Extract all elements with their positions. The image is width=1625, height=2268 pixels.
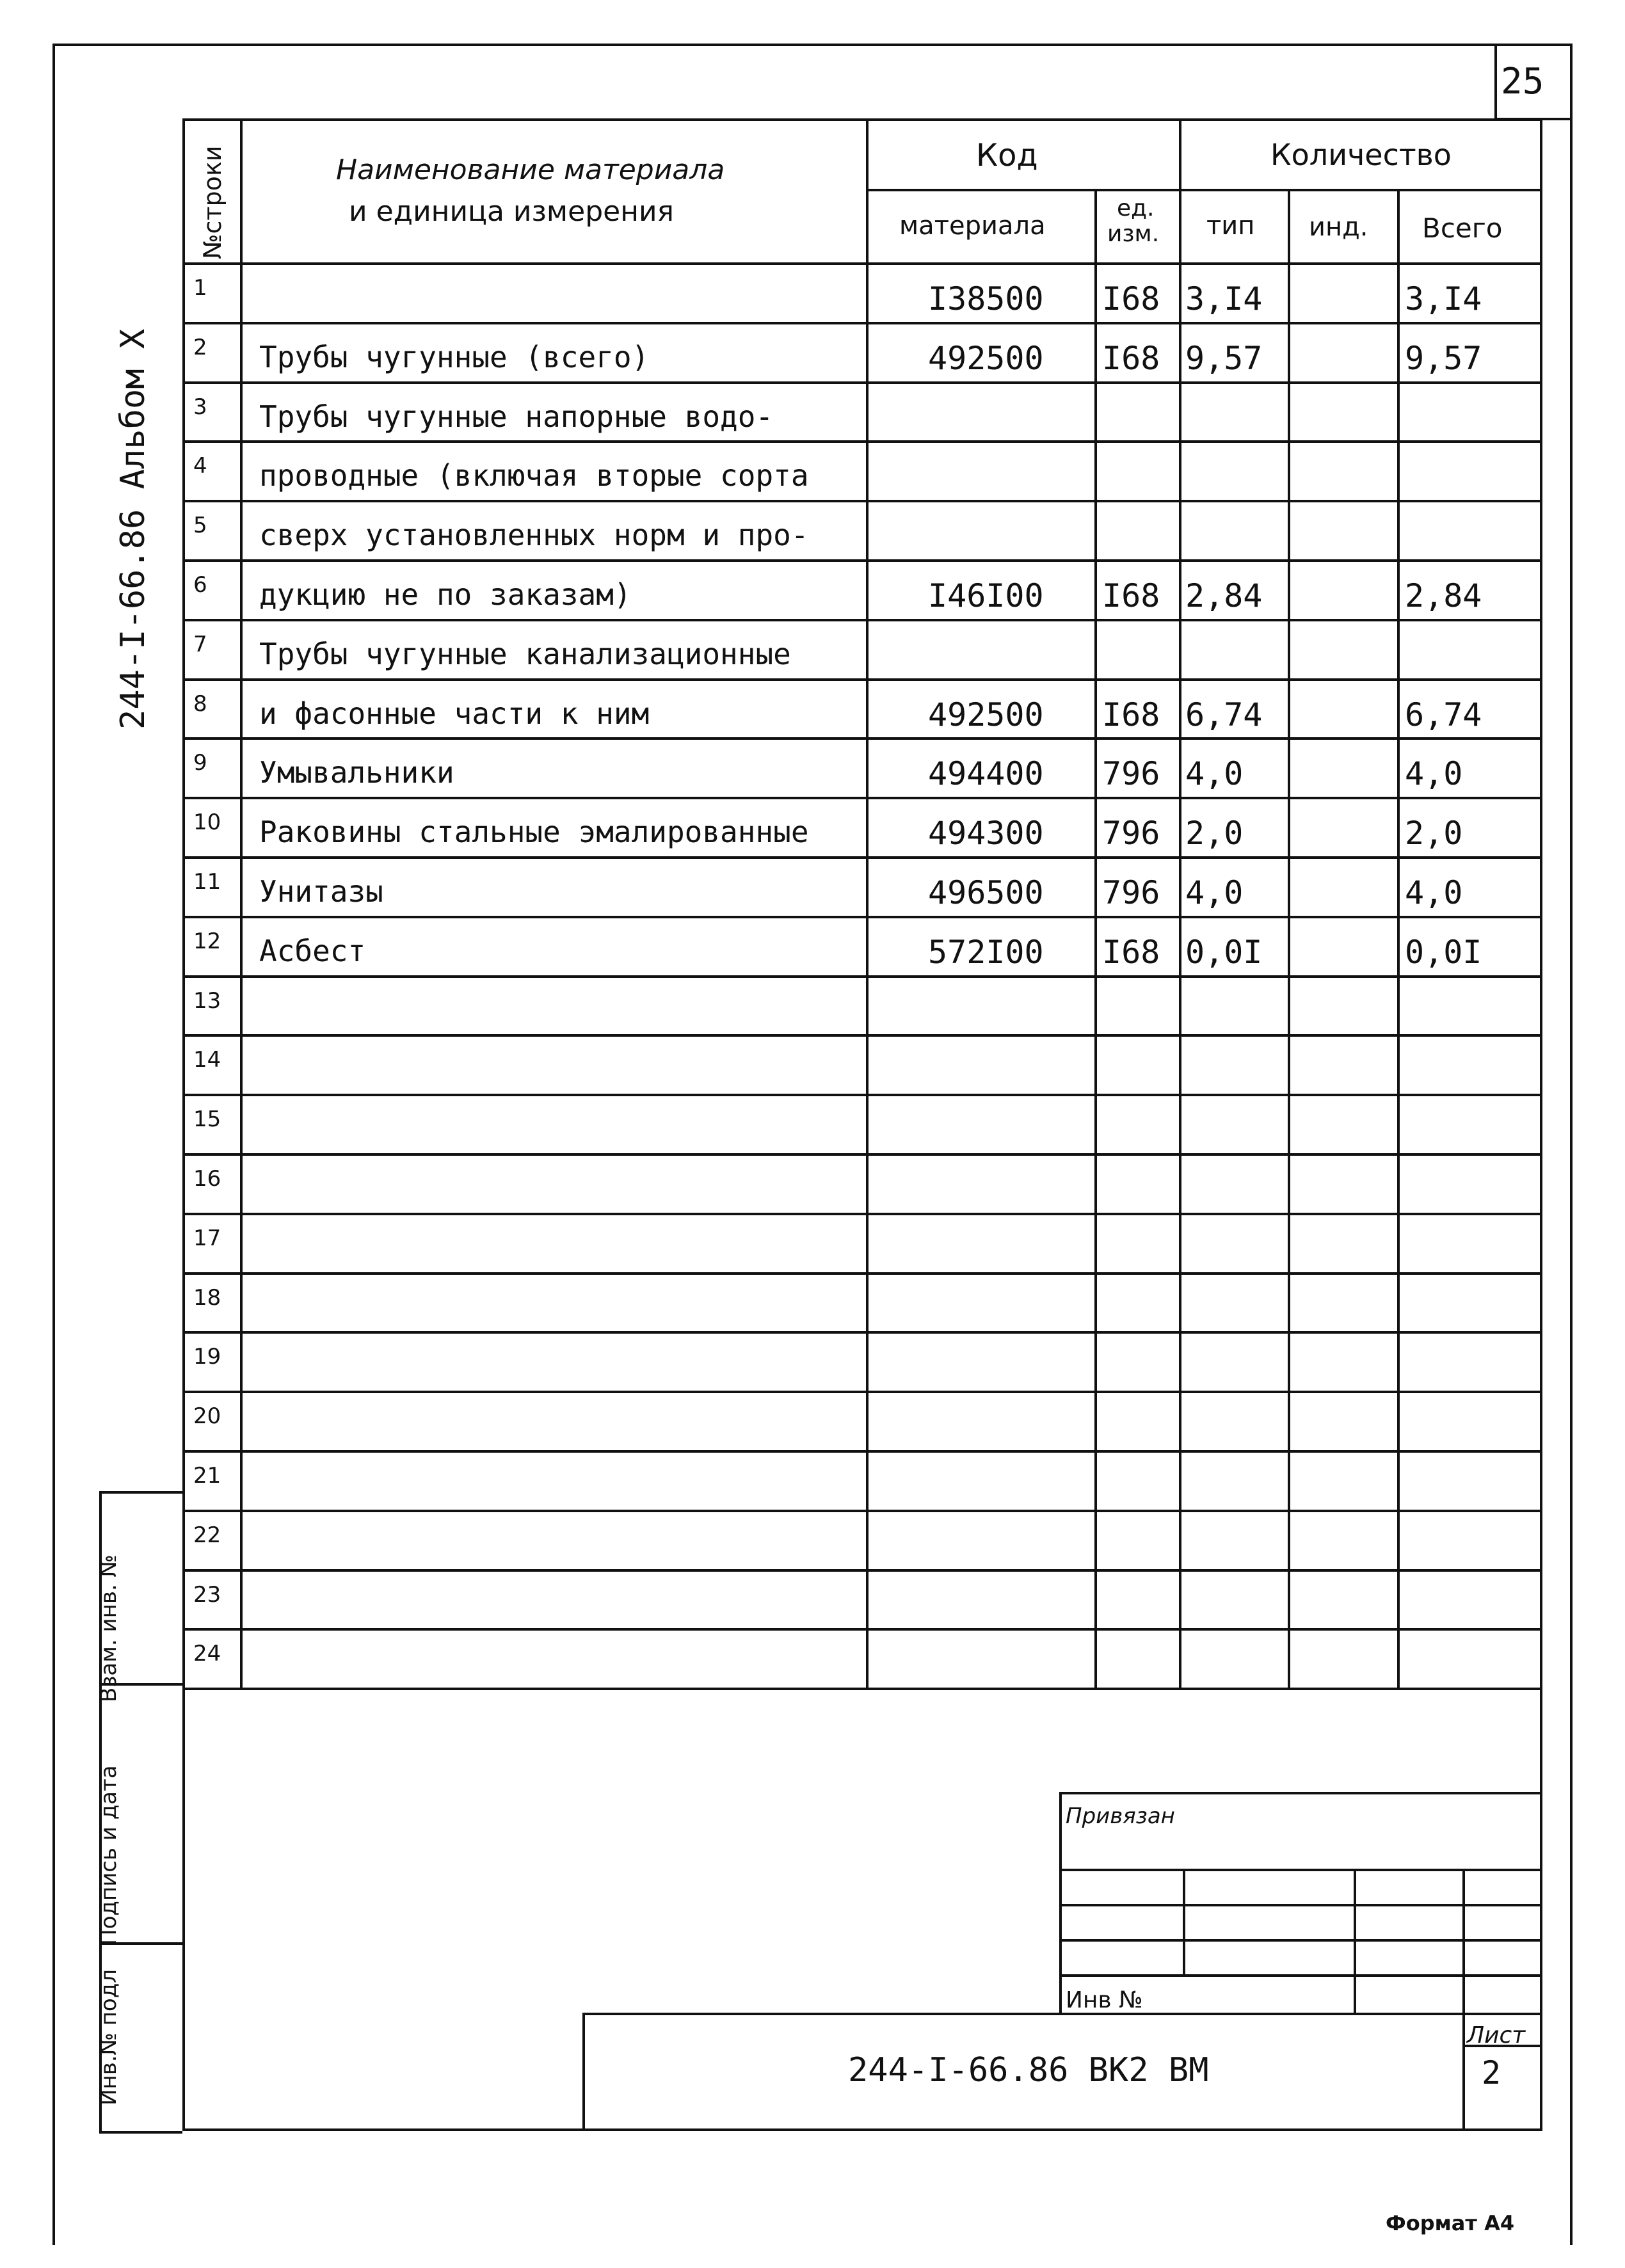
header-name-unit: и единица измерения <box>349 195 675 228</box>
row-line <box>182 737 1542 740</box>
col-line <box>1288 189 1290 1688</box>
cell-total: 4,0 <box>1405 755 1463 793</box>
row-line <box>182 322 1542 324</box>
stamp-line <box>1183 1869 1185 1974</box>
stamp-line <box>582 2013 585 2131</box>
row-number: 3 <box>193 394 207 420</box>
label-inv-orig: Инв.№ подл <box>96 1969 122 2105</box>
cell-type: 4,0 <box>1185 874 1244 911</box>
label-sign-date: Подпись и дата <box>96 1765 122 1945</box>
cell-code: I38500 <box>928 280 1044 317</box>
row-line <box>182 500 1542 502</box>
side-strip-line <box>99 2131 182 2134</box>
row-line <box>182 1272 1542 1275</box>
row-line <box>182 1510 1542 1512</box>
cell-code: 494400 <box>928 755 1044 793</box>
cell-unit: 796 <box>1102 815 1160 852</box>
row-number: 9 <box>193 750 207 776</box>
header-row-no: №строки <box>198 145 227 259</box>
cell-type: 3,I4 <box>1185 280 1263 317</box>
cell-type: 0,0I <box>1185 933 1263 971</box>
stamp-sheet-label: Лист <box>1467 2022 1526 2048</box>
header-total: Всего <box>1422 212 1503 244</box>
row-line <box>182 1331 1542 1334</box>
row-number: 16 <box>193 1166 221 1192</box>
row-number: 18 <box>193 1284 221 1311</box>
row-line <box>182 440 1542 443</box>
row-number: 24 <box>193 1641 221 1667</box>
cell-code: 496500 <box>928 874 1044 911</box>
row-number: 22 <box>193 1522 221 1548</box>
cell-name: Трубы чугунные (всего) <box>259 339 650 374</box>
header-unit-2: изм. <box>1107 221 1160 247</box>
row-number: 5 <box>193 513 207 539</box>
cell-name: Раковины стальные эмалированные <box>259 815 809 850</box>
cell-unit: 796 <box>1102 874 1160 911</box>
row-number: 14 <box>193 1047 221 1073</box>
cell-code: I46I00 <box>928 577 1044 614</box>
header-ind: инд. <box>1309 212 1368 242</box>
cell-code: 492500 <box>928 696 1044 733</box>
row-line <box>182 975 1542 978</box>
col-line <box>1397 189 1400 1688</box>
row-line <box>182 678 1542 681</box>
row-number: 11 <box>193 869 221 895</box>
cell-total: 0,0I <box>1405 933 1482 971</box>
row-number: 12 <box>193 928 221 954</box>
cell-unit: 796 <box>1102 755 1160 793</box>
cell-unit: I68 <box>1102 696 1160 733</box>
row-number: 10 <box>193 810 221 836</box>
row-line <box>182 1153 1542 1156</box>
cell-code: 572I00 <box>928 933 1044 971</box>
row-line <box>182 1094 1542 1096</box>
header-material: материала <box>899 211 1046 241</box>
row-number: 2 <box>193 334 207 360</box>
stamp-line <box>1059 1869 1542 1871</box>
row-line <box>182 1688 1542 1690</box>
row-line <box>182 559 1542 562</box>
header-code: Код <box>976 138 1038 173</box>
row-line <box>182 1213 1542 1215</box>
cell-unit: I68 <box>1102 339 1160 377</box>
stamp-line <box>1059 1974 1542 1977</box>
cell-type: 6,74 <box>1185 696 1263 733</box>
stamp-line <box>1354 1869 1356 2013</box>
stamp-line <box>1059 1904 1542 1906</box>
row-line <box>182 797 1542 799</box>
row-line <box>182 1450 1542 1453</box>
cell-type: 2,0 <box>1185 815 1244 852</box>
cell-type: 2,84 <box>1185 577 1263 614</box>
stamp-linked: Привязан <box>1066 1803 1175 1829</box>
row-number: 23 <box>193 1581 221 1608</box>
row-number: 20 <box>193 1403 221 1430</box>
cell-total: 4,0 <box>1405 874 1463 911</box>
row-line <box>182 619 1542 621</box>
cell-code: 494300 <box>928 815 1044 852</box>
cell-type: 9,57 <box>1185 339 1263 377</box>
stamp-sheet-no: 2 <box>1482 2054 1501 2091</box>
stamp-inv-no: Инв № <box>1066 1987 1143 2013</box>
row-number: 13 <box>193 987 221 1014</box>
stamp-line <box>1059 1939 1542 1942</box>
row-line <box>182 916 1542 918</box>
cell-total: 9,57 <box>1405 339 1482 377</box>
label-inv-replace: Взам. инв. № <box>96 1554 122 1702</box>
cell-name: и фасонные части к ним <box>259 696 650 731</box>
header-divider <box>866 189 1542 191</box>
cell-name: сверх установленных норм и про- <box>259 518 809 553</box>
cell-name: Трубы чугунные напорные водо- <box>259 399 774 434</box>
format-label: Формат А4 <box>1386 2211 1515 2235</box>
cell-unit: I68 <box>1102 933 1160 971</box>
page-number: 25 <box>1501 61 1544 102</box>
header-bottom <box>182 262 1542 265</box>
row-number: 21 <box>193 1463 221 1489</box>
cell-name: Асбест <box>259 933 366 968</box>
cell-name: Трубы чугунные канализационные <box>259 636 791 671</box>
cell-name: дукцию не по заказам) <box>259 577 632 612</box>
cell-unit: I68 <box>1102 280 1160 317</box>
row-line <box>182 1569 1542 1572</box>
row-line <box>182 1628 1542 1631</box>
row-number: 1 <box>193 275 207 301</box>
cell-total: 3,I4 <box>1405 280 1482 317</box>
stamp-line <box>1462 1869 1465 2131</box>
stamp-line <box>1059 1792 1062 2013</box>
row-line <box>182 381 1542 384</box>
row-number: 6 <box>193 572 207 598</box>
row-line <box>182 1034 1542 1037</box>
header-quantity: Количество <box>1270 138 1452 172</box>
side-strip-line <box>99 1491 182 1494</box>
header-unit-1: ед. <box>1117 195 1155 221</box>
cell-name: Умывальники <box>259 755 454 790</box>
stamp-line <box>1059 1792 1542 1794</box>
col-line <box>1094 189 1097 1688</box>
header-type: тип <box>1206 211 1255 241</box>
row-line <box>182 1391 1542 1393</box>
cell-total: 2,0 <box>1405 815 1463 852</box>
row-number: 15 <box>193 1106 221 1133</box>
row-line <box>182 856 1542 859</box>
album-label: 244-I-66.86 Альбом X <box>114 328 152 730</box>
stamp-doc-code: 244-I-66.86 ВК2 ВМ <box>848 2051 1209 2089</box>
row-number: 17 <box>193 1225 221 1251</box>
cell-unit: I68 <box>1102 577 1160 614</box>
header-name: Наименование материала <box>336 154 725 186</box>
row-number: 8 <box>193 691 207 717</box>
row-number: 4 <box>193 453 207 479</box>
row-number: 19 <box>193 1344 221 1370</box>
stamp-line <box>582 2013 1542 2015</box>
row-number: 7 <box>193 631 207 657</box>
cell-total: 6,74 <box>1405 696 1482 733</box>
cell-name: проводные (включая вторые сорта <box>259 458 809 493</box>
cell-name: Унитазы <box>259 874 383 909</box>
cell-total: 2,84 <box>1405 577 1482 614</box>
cell-type: 4,0 <box>1185 755 1244 793</box>
cell-code: 492500 <box>928 339 1044 377</box>
